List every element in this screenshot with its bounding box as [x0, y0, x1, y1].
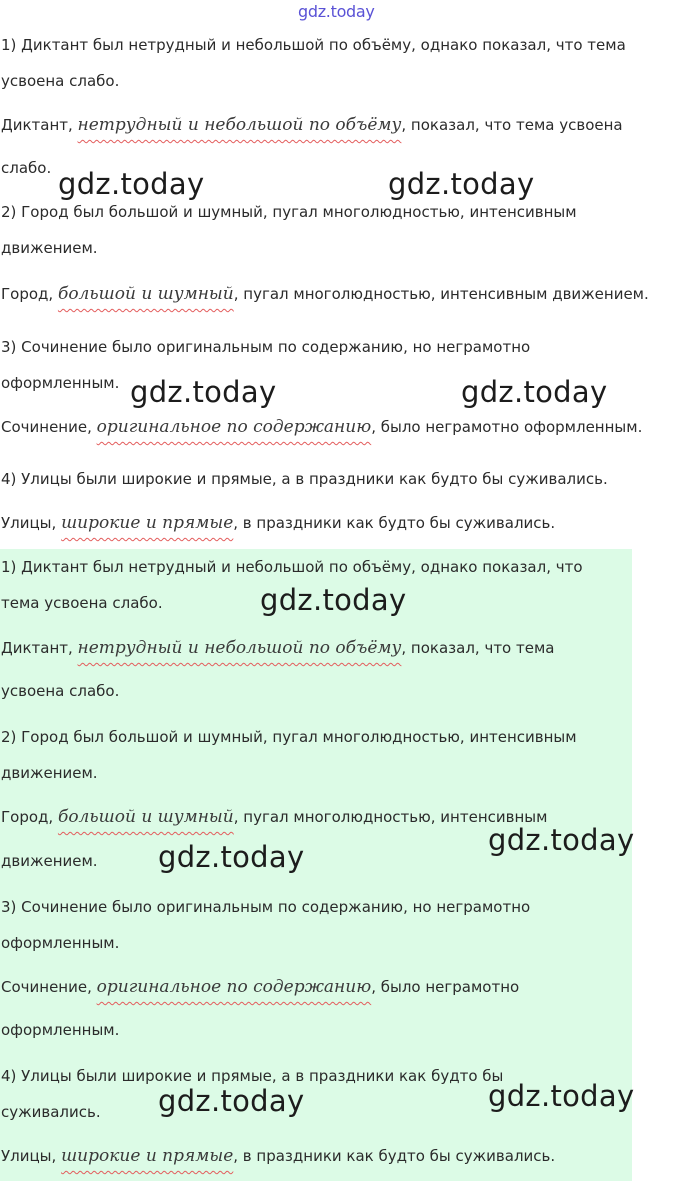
- sentence-4-line-1: 4) Улицы были широкие и прямые, а в праздники как будто бы суживались.: [1, 470, 608, 488]
- sentence-1-line-1: 1) Диктант был нетрудный и небольшой по объёму, однако показал, что: [1, 558, 583, 576]
- sentence-3-line-1: 3) Сочинение было оригинальным по содержанию, но неграмотно: [1, 898, 531, 916]
- answer-1-participle-phrase: нетрудный и небольшой по объёму: [77, 638, 402, 658]
- answer-2-participle-phrase: большой и шумный: [57, 807, 234, 827]
- answer-1-suffix: , показал, что тема усвоена: [401, 116, 623, 134]
- answer-1-suffix: , показал, что тема: [401, 639, 555, 657]
- answer-4-line-1: [1, 1146, 555, 1166]
- answer-1-line-2: усвоена слабо.: [1, 682, 120, 700]
- sentence-3-line-2: оформленным.: [1, 934, 120, 952]
- answer-2-suffix: , пугал многолюдностью, интенсивным: [233, 808, 548, 826]
- sentence-2-line-2: движением.: [1, 764, 98, 782]
- answer-2-prefix: Город,: [1, 285, 58, 303]
- watermark: gdz.today: [58, 167, 205, 201]
- answer-4-participle-phrase: широкие и прямые: [61, 513, 234, 533]
- answer-1-line-1: [1, 115, 623, 135]
- answer-2-participle-phrase: большой и шумный: [57, 284, 234, 304]
- sentence-1-line-2: тема усвоена слабо.: [1, 594, 163, 612]
- answer-2-line-1: [1, 807, 547, 827]
- answer-2-prefix: Город,: [1, 808, 58, 826]
- answer-3-line-2: оформленным.: [1, 1021, 120, 1039]
- sentence-2-line-1: 2) Город был большой и шумный, пугал многолюдностью, интенсивным: [1, 728, 577, 746]
- answer-3-prefix: Сочинение,: [1, 978, 97, 996]
- answer-4-suffix: , в праздники как будто бы суживались.: [233, 514, 556, 532]
- answer-4-participle-phrase: широкие и прямые: [61, 1146, 234, 1166]
- answer-3-participle-phrase: оригинальное по содержанию: [96, 977, 372, 997]
- sentence-2-line-2: движением.: [1, 239, 98, 257]
- answer-4-prefix: Улицы,: [1, 1147, 62, 1165]
- sentence-3-line-1: 3) Сочинение было оригинальным по содержанию, но неграмотно: [1, 338, 531, 356]
- answer-3-participle-phrase: оригинальное по содержанию: [96, 417, 372, 437]
- answer-2-suffix: , пугал многолюдностью, интенсивным движением.: [233, 285, 649, 303]
- answer-2-line-2: движением.: [1, 852, 98, 870]
- watermark: gdz.today: [488, 823, 635, 857]
- answer-3-suffix: , было неграмотно: [371, 978, 520, 996]
- watermark: gdz.today: [488, 1079, 635, 1113]
- answer-1-prefix: Диктант,: [1, 116, 78, 134]
- watermark: gdz.today: [158, 840, 305, 874]
- sentence-2-line-1: 2) Город был большой и шумный, пугал многолюдностью, интенсивным: [1, 203, 577, 221]
- answer-3-suffix: , было неграмотно оформленным.: [371, 418, 643, 436]
- sentence-1-line-2: усвоена слабо.: [1, 72, 120, 90]
- answer-2-line-1: [1, 284, 649, 304]
- watermark: gdz.today: [260, 583, 407, 617]
- sentence-1-line-1: 1) Диктант был нетрудный и небольшой по объёму, однако показал, что тема: [1, 36, 626, 54]
- answer-4-prefix: Улицы,: [1, 514, 62, 532]
- answer-4-line-1: [1, 513, 555, 533]
- answer-3-line-1: [1, 977, 519, 997]
- answer-1-line-1: [1, 638, 554, 658]
- sentence-4-line-1: 4) Улицы были широкие и прямые, а в праздники как будто бы: [1, 1067, 504, 1085]
- header-watermark: gdz.today: [298, 2, 375, 21]
- answer-3-prefix: Сочинение,: [1, 418, 97, 436]
- answer-1-participle-phrase: нетрудный и небольшой по объёму: [77, 115, 402, 135]
- answer-1-prefix: Диктант,: [1, 639, 78, 657]
- sentence-3-line-2: оформленным.: [1, 374, 120, 392]
- watermark: gdz.today: [130, 375, 277, 409]
- sentence-4-line-2: суживались.: [1, 1103, 101, 1121]
- answer-1-line-2: слабо.: [1, 159, 52, 177]
- watermark: gdz.today: [461, 375, 608, 409]
- answer-3-line-1: [1, 417, 642, 437]
- watermark: gdz.today: [158, 1084, 305, 1118]
- watermark: gdz.today: [388, 167, 535, 201]
- answer-4-suffix: , в праздники как будто бы суживались.: [233, 1147, 556, 1165]
